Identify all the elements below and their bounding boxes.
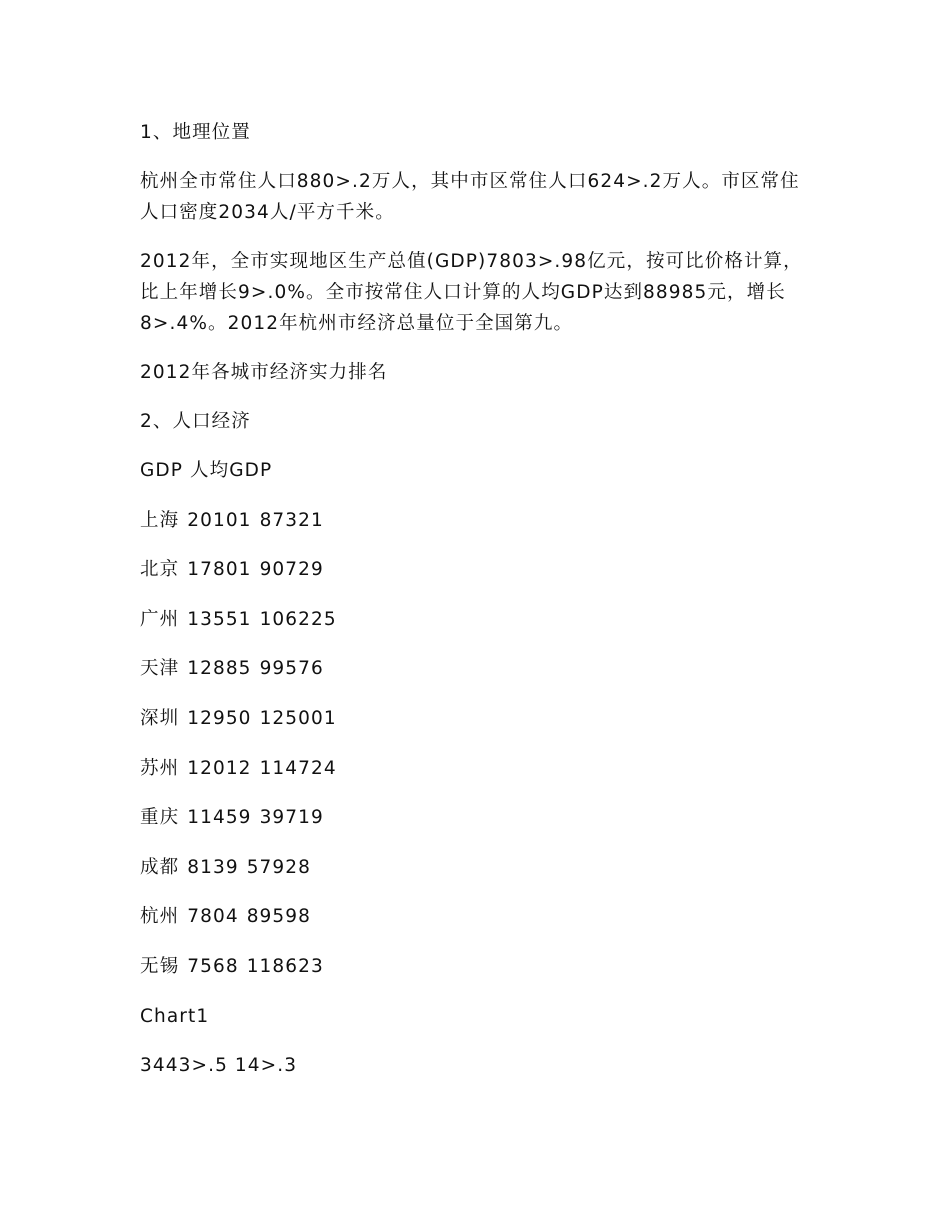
- section-heading-geography: 1、地理位置: [140, 122, 251, 143]
- city-gdp: 12012: [187, 757, 252, 779]
- city-name: 深圳: [140, 707, 180, 729]
- city-gdp: 13551: [187, 608, 252, 630]
- city-name: 苏州: [140, 757, 180, 779]
- city-per-capita-gdp: 125001: [259, 707, 337, 729]
- city-gdp: 12950: [187, 707, 252, 729]
- city-name: 重庆: [140, 807, 180, 829]
- city-gdp: 7568: [187, 955, 239, 977]
- list-item: [140, 505, 810, 536]
- list-item: [140, 901, 810, 932]
- city-list: [140, 505, 810, 982]
- city-name: 成都: [140, 856, 180, 878]
- list-item: [140, 753, 810, 784]
- chart-label: Chart1: [140, 1005, 210, 1027]
- city-per-capita-gdp: 118623: [246, 955, 324, 977]
- city-per-capita-gdp: 106225: [259, 608, 337, 630]
- city-name: 上海: [140, 509, 180, 531]
- paragraph-gdp: 2012年，全市实现地区生产总值(GDP)7803>.98亿元，按可比价格计算，比上年增长9>.0%。全市按常住人口计算的人均GDP达到88985元，增长8>.4%。2012年杭州市经济总量位于全国第九。: [140, 251, 803, 334]
- document-body: [140, 117, 810, 1100]
- city-gdp: 8139: [187, 856, 239, 878]
- list-item: [140, 653, 810, 684]
- list-item: [140, 554, 810, 585]
- city-name: 无锡: [140, 955, 180, 977]
- city-gdp: 7804: [187, 906, 239, 928]
- city-per-capita-gdp: 89598: [246, 906, 312, 928]
- paragraph-population: 杭州全市常住人口880>.2万人，其中市区常住人口624>.2万人。市区常住人口密度2034人/平方千米。: [140, 171, 800, 223]
- city-per-capita-gdp: 90729: [259, 559, 324, 581]
- city-name: 天津: [140, 658, 180, 680]
- list-item: [140, 703, 810, 734]
- city-per-capita-gdp: 57928: [246, 856, 312, 878]
- city-per-capita-gdp: 39719: [259, 807, 324, 829]
- section-heading-economy: 2、人口经济: [140, 411, 251, 432]
- list-item: [140, 802, 810, 833]
- list-item: [140, 951, 810, 982]
- city-per-capita-gdp: 87321: [259, 509, 324, 531]
- city-name: 杭州: [140, 906, 180, 928]
- list-item: [140, 852, 810, 883]
- footer-values: 3443>.5 14>.3: [140, 1055, 298, 1077]
- city-per-capita-gdp: 99576: [259, 658, 324, 680]
- city-gdp: 12885: [187, 658, 252, 680]
- city-gdp: 20101: [187, 509, 252, 531]
- city-per-capita-gdp: 114724: [259, 757, 337, 779]
- list-item: [140, 604, 810, 635]
- table-header: GDP 人均GDP: [140, 460, 273, 481]
- city-gdp: 11459: [187, 807, 252, 829]
- ranking-title: 2012年各城市经济实力排名: [140, 362, 388, 383]
- city-gdp: 17801: [187, 559, 252, 581]
- city-name: 北京: [140, 559, 180, 581]
- city-name: 广州: [140, 608, 180, 630]
